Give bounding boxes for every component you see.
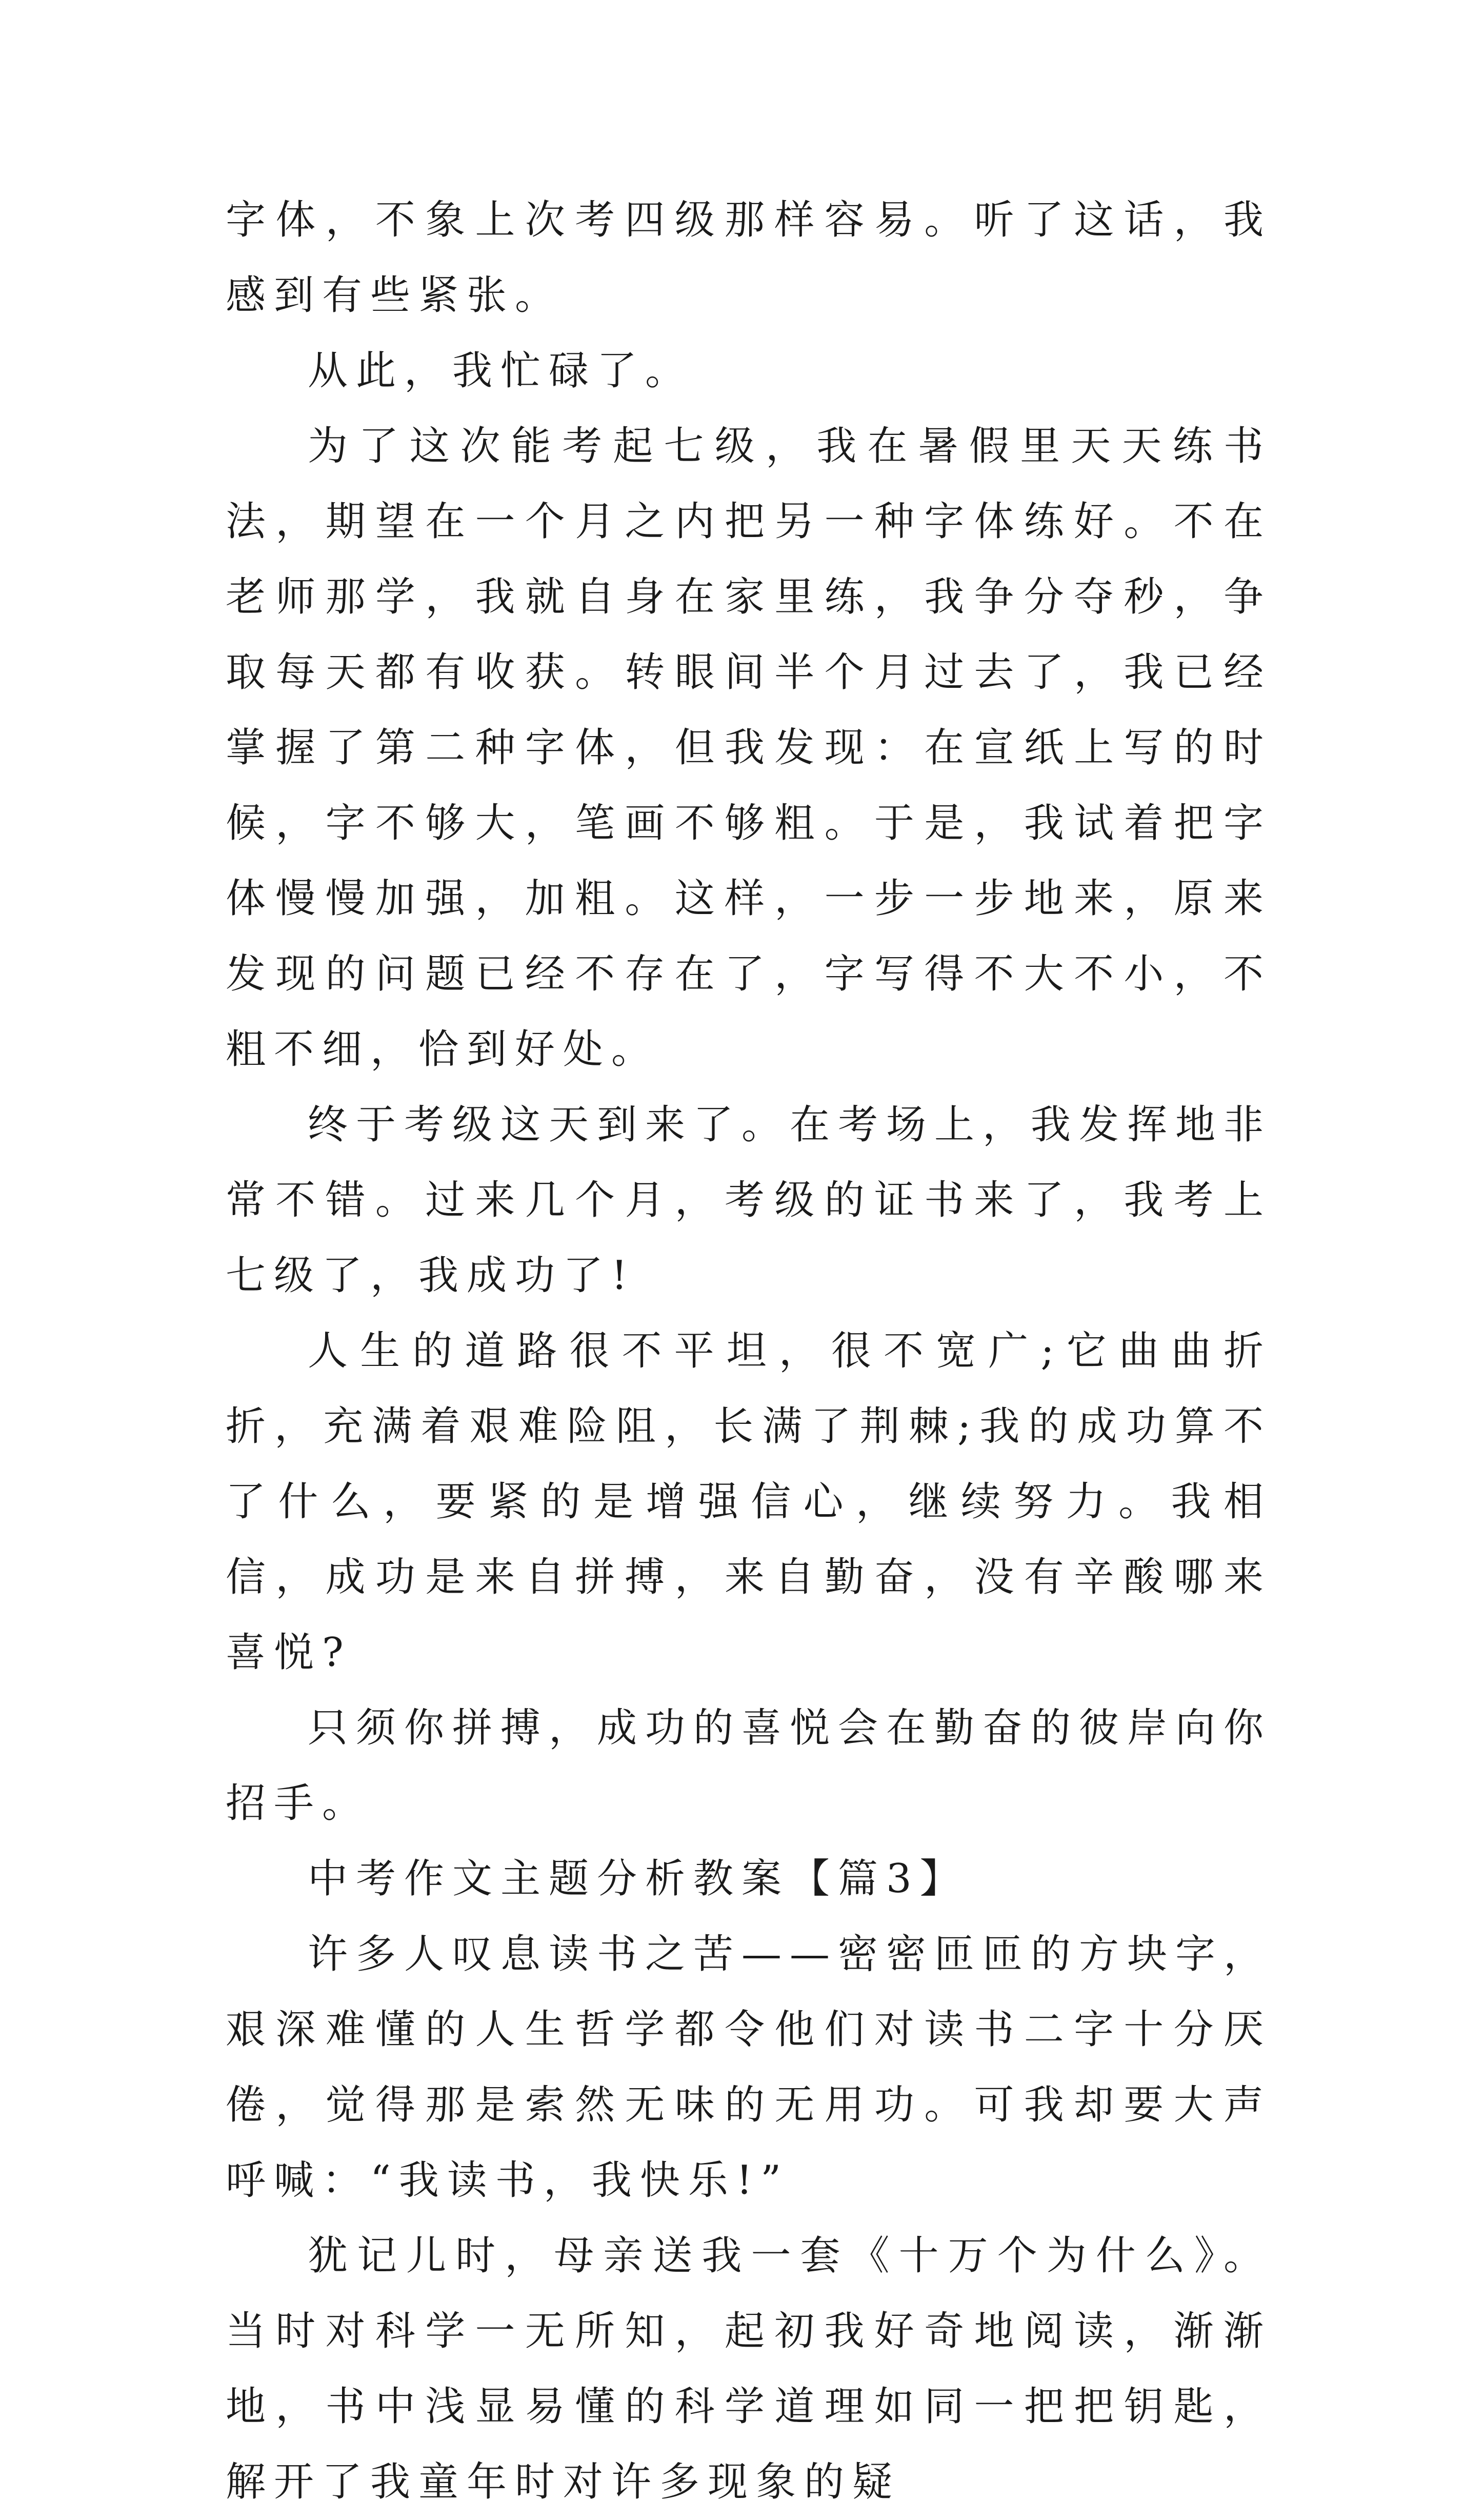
- paragraph-1: 字体，不象上次考四级那样容易。听了这话，我感到有些紧张。: [226, 197, 1272, 319]
- paragraph-7: 许多人叹息读书之苦——密密匝匝的方块字，艰深难懂的人生哲学都令他们对读书二字十分厌倦，觉得那是索然无味的无用功。可我却要大声呼喊：“我读书，我快乐!”: [226, 1931, 1272, 2204]
- paragraph-4: 终于考级这天到来了。在考场上，我发挥地非常不错。过来几个月，考级的证书来了，我考上七级了，我成功了!: [226, 1102, 1272, 1299]
- paragraph-5: 人生的道路很不平坦，很不宽广;它曲曲折折，充满着艰难险阻，长满了荆棘;我的成功算不了什么，要紧的是增强信心，继续努力。我相信，成功是来自拼搏，来自勤奋，没有辛酸哪来喜悦?: [226, 1328, 1272, 1676]
- paragraph-3: 为了这次能考起七级，我在暑假里天天练书法，期望在一个月之内把另一种字体练好。不在老师那学，我就自身在家里练，我争分夺秒，争取每天都有收获。转眼间半个月过去了，我已经掌握了第二种字体，但我发现：在宣纸上写的时候，字不够大，笔画不够粗。于是，我试着把字体慢慢加强，加粗。这样，一步一步地来，原来发现的问题已经不存在了，字写得不大不小，不粗不细，恰到好处。: [226, 423, 1272, 1073]
- paragraph-6: 只须你拼搏，成功的喜悦会在勤奋的彼岸向你招手。: [226, 1705, 1272, 1827]
- section-heading: 中考作文主题分析教案【篇3】: [308, 1856, 968, 1902]
- paragraph-2: 从此，我忙碌了。: [308, 348, 694, 394]
- paragraph-8: 犹记儿时，母亲送我一套《十万个为什么》。当时对科学一无所知，起初我好奇地阅读，渐渐地，书中浅显易懂的科学道理如同一把把钥匙，解开了我童年时对许多现象的疑: [226, 2233, 1272, 2505]
- document-body: [226, 183, 1272, 2520]
